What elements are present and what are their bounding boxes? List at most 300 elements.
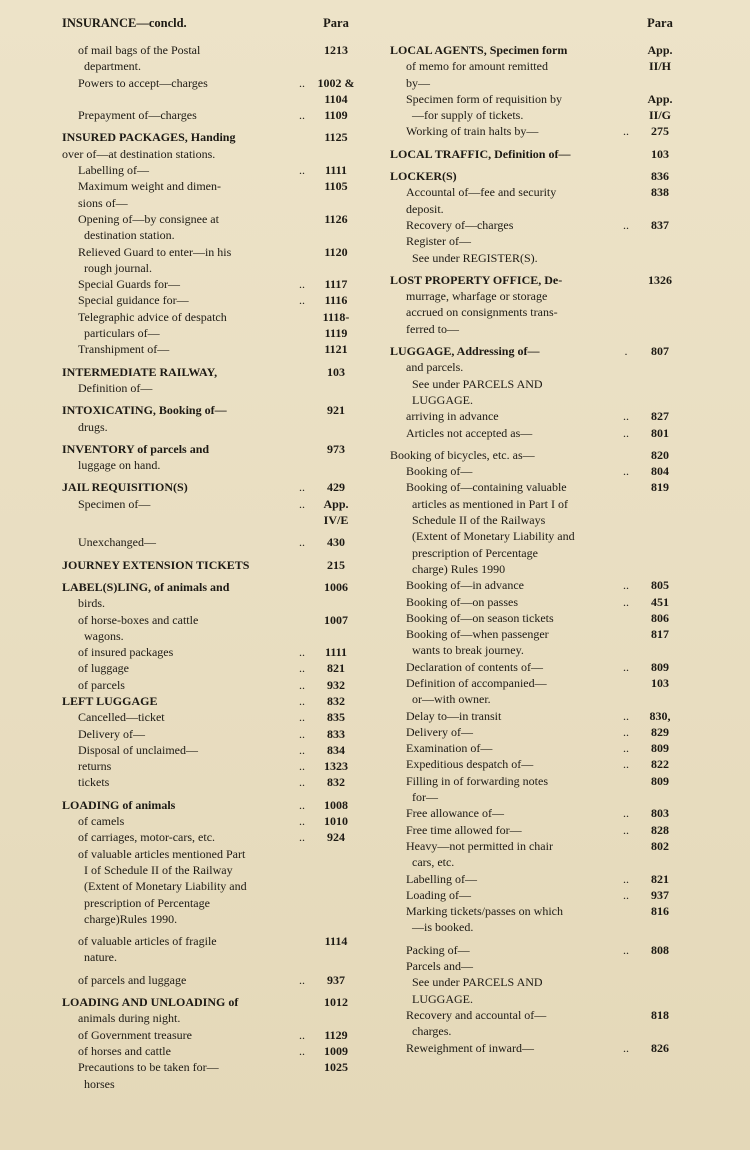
entry-para-number: App. [647,91,673,106]
index-entry [62,419,360,435]
entry-text: I of Schedule II of the Railway [84,862,233,877]
index-entry [62,612,360,628]
entry-text: accrued on consignments trans- [406,305,558,320]
index-entry [62,726,360,742]
entry-para-number: 809 [651,741,669,756]
entry-leader-dots: .. [299,1043,305,1058]
index-entry [390,42,684,58]
entry-text: Booking of—when passenger [406,627,549,642]
entry-text: prescription of Percentage [412,545,538,560]
index-entry [390,1040,684,1056]
entry-text: ferred to— [406,321,459,336]
entry-text: Booking of—containing valuable [406,480,567,495]
index-entry [390,184,684,200]
entry-leader-dots: .. [299,775,305,790]
entry-text: charge) Rules 1990 [412,561,506,576]
entry-text: Accountal of—fee and security [406,185,557,200]
index-entry [390,545,684,561]
index-entry [62,1043,360,1059]
index-entry [390,408,684,424]
entry-text: Cancelled—ticket [78,710,165,725]
index-entry [62,709,360,725]
entry-leader-dots: .. [623,757,629,772]
entry-text: nature. [84,950,117,965]
entry-text: JOURNEY EXTENSION TICKETS [62,557,250,572]
entry-para-number: 1116 [324,293,348,308]
entry-text: Telegraphic advice of despatch [78,309,227,324]
entry-leader-dots: .. [299,496,305,511]
entry-para-number: 1002 & [317,75,355,90]
entry-text: Delay to—in transit [406,708,502,723]
entry-para-number: 805 [651,578,669,593]
index-entry [390,854,684,870]
entry-text: (Extent of Monetary Liability and [412,529,575,544]
entry-leader-dots: .. [623,578,629,593]
entry-text: Booking of— [406,464,473,479]
index-entry [62,677,360,693]
entry-leader-dots: .. [623,724,629,739]
entry-para-number: 103 [651,146,669,161]
index-entry [62,178,360,194]
index-entry [390,304,684,320]
entry-text: of valuable articles of fragile [78,934,217,949]
entry-leader-dots: .. [299,645,305,660]
entry-text: horses [84,1076,115,1091]
entry-text: over of—at destination stations. [62,146,216,161]
index-entry [62,846,360,862]
index-entry [390,871,684,887]
index-entry [390,123,684,139]
right-header [390,10,684,36]
entry-text: birds. [78,596,105,611]
entry-leader-dots: .. [299,693,305,708]
entry-para-number: 835 [327,710,345,725]
entry-text: Maximum weight and dimen- [78,179,221,194]
index-entry [62,534,360,550]
entry-text: Booking of bicycles, etc. as— [390,447,535,462]
entry-para-number: II/G [648,108,671,123]
entry-text: LUGGAGE, Addressing of— [390,344,540,359]
left-column [62,10,360,1092]
entry-para-number: 1009 [324,1043,348,1058]
entry-leader-dots: .. [299,710,305,725]
index-entry [62,595,360,611]
index-entry [62,557,360,573]
entry-text: Definition of accompanied— [406,675,547,690]
entry-text: prescription of Percentage [84,895,210,910]
entry-para-number: 1010 [324,814,348,829]
entry-para-number: 1008 [324,797,348,812]
entry-text: Labelling of— [78,163,149,178]
index-entry [390,376,684,392]
index-entry [390,789,684,805]
index-entry [62,895,360,911]
entry-text: —is booked. [412,920,474,935]
entry-para-number: 821 [651,871,669,886]
index-entry [390,359,684,375]
entry-para-number: 830, [649,708,671,723]
index-entry [390,887,684,903]
entry-text: Filling in of forwarding notes [406,773,548,788]
entry-leader-dots: .. [299,742,305,757]
entry-leader-dots: .. [623,594,629,609]
index-entry [62,496,360,512]
entry-para-number: 103 [651,675,669,690]
entry-para-number: 430 [327,535,345,550]
entry-text: and parcels. [406,360,464,375]
entry-leader-dots: .. [299,814,305,829]
entry-text: of Government treasure [78,1027,192,1042]
index-entry [390,691,684,707]
entry-para-number: 833 [327,726,345,741]
index-entry [62,162,360,178]
entry-para-number: 1120 [324,244,348,259]
index-entry [390,626,684,642]
entry-para-number: II/H [648,59,671,74]
entry-text: Specimen form of requisition by [406,91,562,106]
entry-text: Schedule II of the Railways [412,513,546,528]
index-entry [390,75,684,91]
entry-text: JAIL REQUISITION(S) [62,480,188,495]
entry-text: Parcels and— [406,959,473,974]
entry-para-number: 1111 [324,163,347,178]
entry-para-number: 1025 [324,1060,348,1075]
index-entry [62,1010,360,1026]
entry-para-number: 836 [651,169,669,184]
index-entry [390,512,684,528]
entry-para-number: 828 [651,822,669,837]
entry-leader-dots: .. [299,677,305,692]
entry-text: INTOXICATING, Booking of— [62,403,227,418]
entry-leader-dots: .. [623,942,629,957]
index-entry [390,675,684,691]
entry-para-number: 1326 [648,272,672,287]
entry-para-number: 1119 [324,326,348,341]
entry-leader-dots: . [624,344,628,359]
entry-text: LOADING of animals [62,797,176,812]
index-entry [62,758,360,774]
entry-leader-dots: .. [623,1040,629,1055]
entry-text: (Extent of Monetary Liability and [84,879,247,894]
index-entry [390,740,684,756]
index-entry [390,447,684,463]
index-entry [390,958,684,974]
entry-text: Articles not accepted as— [406,425,533,440]
entry-text: LOCKER(S) [390,169,457,184]
entry-text: for— [412,790,438,805]
index-entry [62,644,360,660]
index-entry [62,276,360,292]
entry-text: INTERMEDIATE RAILWAY, [62,364,218,379]
index-entry [390,91,684,107]
left-header-para: Para [323,16,349,30]
entry-text: cars, etc. [412,855,455,870]
entry-para-number: 937 [327,972,345,987]
entry-leader-dots: .. [623,409,629,424]
entry-text: sions of— [78,195,128,210]
index-entry [390,479,684,495]
entry-leader-dots: .. [623,822,629,837]
entry-para-number: 921 [327,403,345,418]
entry-para-number: 103 [327,364,345,379]
index-entry [62,42,360,58]
entry-para-number: 1117 [324,277,348,292]
entry-leader-dots: .. [623,425,629,440]
entry-text: Loading of— [406,887,471,902]
entry-para-number: 924 [327,830,345,845]
entry-text: deposit. [406,201,444,216]
index-entry [390,168,684,184]
entry-text: Special Guards for— [78,277,180,292]
entry-text: particulars of— [84,326,160,341]
entry-text: or—with owner. [412,692,491,707]
entry-leader-dots: .. [623,806,629,821]
index-entry [390,217,684,233]
entry-text: of insured packages [78,645,174,660]
entry-leader-dots: .. [299,293,305,308]
entry-para-number: 817 [651,627,669,642]
entry-para-number: 807 [651,344,669,359]
entry-text: of carriages, motor-cars, etc. [78,830,216,845]
entry-text: Heavy—not permitted in chair [406,838,553,853]
entry-text: LOADING AND UNLOADING of [62,995,239,1010]
index-entry [62,211,360,227]
right-header-para: Para [647,16,673,30]
index-entry [62,260,360,276]
entry-para-number: 275 [651,124,669,139]
index-entry [390,58,684,74]
index-entry [390,392,684,408]
index-entry [390,496,684,512]
index-entry [62,91,360,107]
index-entry [390,610,684,626]
entry-text: luggage on hand. [78,458,161,473]
index-entry [390,201,684,217]
entry-leader-dots: .. [623,741,629,756]
entry-para-number: 820 [651,447,669,462]
index-entry [390,463,684,479]
entry-text: department. [84,59,141,74]
entry-leader-dots: .. [299,480,305,495]
index-entry [390,288,684,304]
entry-leader-dots: .. [299,726,305,741]
entry-para-number: 1213 [324,43,348,57]
entry-para-number: 806 [651,610,669,625]
entry-text: Free time allowed for— [406,822,522,837]
index-entry [62,457,360,473]
index-entry [390,724,684,740]
index-entry [390,942,684,958]
index-entry [62,933,360,949]
index-entry [62,402,360,418]
entry-text: LEFT LUGGAGE [62,693,158,708]
entry-text: INSURED PACKAGES, Handing [62,130,236,145]
entry-leader-dots: .. [299,797,305,812]
index-entry [62,341,360,357]
entry-text: Expeditious despatch of— [406,757,534,772]
entry-leader-dots: .. [623,124,629,139]
entry-para-number: 1007 [324,612,348,627]
entry-text: LUGGAGE. [412,991,473,1006]
entry-para-number: 838 [651,185,669,200]
entry-text: Unexchanged— [78,535,156,550]
index-entry [390,805,684,821]
entry-text: charges. [412,1024,452,1039]
entry-leader-dots: .. [623,217,629,232]
index-entry [62,75,360,91]
index-entry [390,838,684,854]
entry-para-number: 1129 [324,1027,348,1042]
entry-leader-dots: .. [299,75,305,90]
index-entry [62,1027,360,1043]
index-entry [390,425,684,441]
entry-leader-dots: .. [623,871,629,886]
left-entry-list [62,42,360,1092]
entry-leader-dots: .. [299,277,305,292]
entry-text: tickets [78,775,110,790]
entry-para-number: 1126 [324,211,348,226]
entry-leader-dots: .. [623,708,629,723]
index-entry [62,146,360,162]
index-entry [390,822,684,838]
entry-text: wagons. [84,628,124,643]
entry-para-number: 832 [327,693,345,708]
entry-para-number: 808 [651,942,669,957]
index-entry [390,1023,684,1039]
index-entry [390,146,684,162]
index-entry [62,878,360,894]
entry-para-number: 1125 [324,130,348,145]
entry-para-number: 429 [327,480,345,495]
entry-para-number: 973 [327,441,345,456]
right-column [390,10,684,1056]
entry-text: of memo for amount remitted [406,59,548,74]
entry-text: returns [78,759,112,774]
entry-para-number: 937 [651,887,669,902]
entry-text: See under PARCELS AND [412,975,543,990]
entry-text: Prepayment of—charges [78,108,197,123]
entry-text: See under REGISTER(S). [412,250,538,265]
entry-text: arriving in advance [406,409,499,424]
entry-text: charge)Rules 1990. [84,911,178,926]
entry-para-number: 804 [651,464,669,479]
index-entry [390,756,684,772]
entry-para-number: 829 [651,724,669,739]
entry-text: Marking tickets/passes on which [406,904,563,919]
entry-text: LOST PROPERTY OFFICE, De- [390,272,563,287]
entry-text: Delivery of— [406,724,473,739]
entry-text: Working of train halts by— [406,124,539,139]
index-entry [62,742,360,758]
entry-para-number: 1118- [322,309,350,324]
index-entry [62,441,360,457]
entry-leader-dots: .. [299,759,305,774]
index-entry [62,911,360,927]
index-entry [62,512,360,528]
entry-leader-dots: .. [299,163,305,178]
entry-text: —for supply of tickets. [412,108,524,123]
index-entry [62,129,360,145]
entry-text: LOCAL TRAFFIC, Definition of— [390,146,571,161]
entry-text: Relieved Guard to enter—in his [78,244,232,259]
index-entry [62,292,360,308]
index-entry [62,195,360,211]
index-entry [390,1007,684,1023]
entry-para-number: 932 [327,677,345,692]
entry-para-number: 1323 [324,759,348,774]
entry-text: Booking of—on passes [406,594,518,609]
entry-leader-dots: .. [299,830,305,845]
entry-leader-dots: .. [299,108,305,123]
entry-text: Packing of— [406,942,470,957]
index-entry [390,561,684,577]
entry-para-number: 1105 [324,179,348,194]
entry-para-number: 215 [327,557,345,572]
entry-text: INVENTORY of parcels and [62,441,210,456]
index-entry [390,233,684,249]
entry-text: animals during night. [78,1011,181,1026]
entry-text: of parcels and luggage [78,972,187,987]
index-entry [390,773,684,789]
entry-text: See under PARCELS AND [412,376,543,391]
entry-para-number: 827 [651,409,669,424]
entry-text: Delivery of— [78,726,145,741]
entry-para-number: 803 [651,806,669,821]
index-entry [62,994,360,1010]
entry-text: Special guidance for— [78,293,189,308]
entry-para-number: 451 [651,594,669,609]
entry-text: Booking of—on season tickets [406,610,554,625]
entry-para-number: 1114 [324,934,348,949]
entry-text: Disposal of unclaimed— [78,742,198,757]
entry-text: Free allowance of— [406,806,504,821]
index-entry [390,107,684,123]
entry-leader-dots: .. [623,659,629,674]
entry-para-number: 809 [651,773,669,788]
entry-text: destination station. [84,228,175,243]
entry-text: Examination of— [406,741,493,756]
index-entry [62,58,360,74]
entry-para-number: 1012 [324,995,348,1010]
entry-para-number: 818 [651,1007,669,1022]
entry-text: of valuable articles mentioned Part [78,846,246,861]
entry-leader-dots: .. [299,972,305,987]
entry-para-number: 1006 [324,579,348,594]
index-entry [62,628,360,644]
entry-text: Labelling of— [406,871,477,886]
index-entry [390,343,684,359]
index-entry [390,250,684,266]
index-entry [390,642,684,658]
index-entry [62,309,360,325]
left-header [62,10,360,36]
entry-leader-dots: .. [623,887,629,902]
index-entry [62,479,360,495]
index-entry [62,364,360,380]
right-entry-list [390,42,684,1056]
entry-text: LABEL(S)LING, of animals and [62,579,230,594]
index-entry [390,974,684,990]
entry-text: articles as mentioned in Part I of [412,496,568,511]
index-entry [62,244,360,260]
entry-leader-dots: .. [299,1027,305,1042]
entry-text: of horse-boxes and cattle [78,612,199,627]
entry-para-number: 1109 [324,108,348,123]
entry-text: Recovery of—charges [406,217,514,232]
entry-text: of parcels [78,677,125,692]
entry-para-number: 802 [651,838,669,853]
entry-text: by— [406,75,430,90]
